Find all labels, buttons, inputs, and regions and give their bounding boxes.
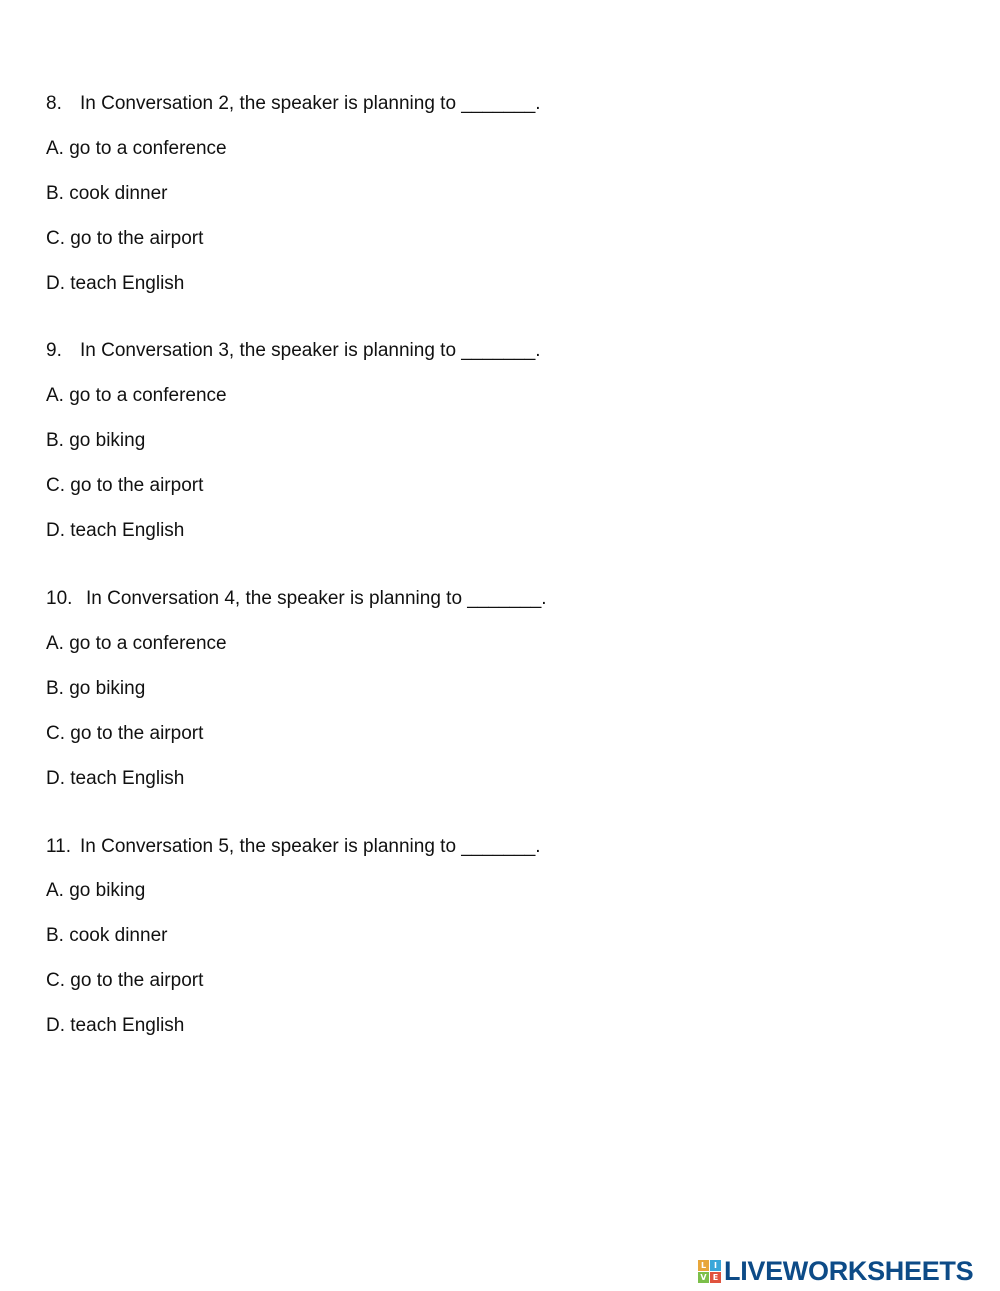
option-11c: C. go to the airport — [46, 970, 204, 991]
option-9c: C. go to the airport — [46, 475, 204, 496]
logo-tile: E — [710, 1272, 721, 1283]
question-number: 11. — [46, 836, 72, 857]
option-9a: A. go to a conference — [46, 385, 227, 406]
logo-tile: I — [710, 1260, 721, 1271]
question-text: In Conversation 2, the speaker is planning to _______. — [80, 93, 541, 114]
logo-tile: V — [698, 1272, 709, 1283]
liveworksheets-logo — [698, 1255, 974, 1286]
question-11 — [46, 835, 541, 859]
question-8 — [46, 92, 541, 116]
logo-tile: L — [698, 1260, 709, 1271]
question-9 — [46, 339, 541, 363]
option-9b: B. go biking — [46, 430, 146, 451]
option-8d: D. teach English — [46, 273, 185, 294]
logo-text: LIVEWORKSHEETS — [724, 1255, 974, 1286]
option-10a: A. go to a conference — [46, 633, 227, 654]
option-11a: A. go biking — [46, 880, 146, 901]
question-number: 9. — [46, 340, 62, 361]
question-number: 8. — [46, 93, 62, 114]
logo-tiles-icon — [698, 1260, 721, 1283]
option-8b: B. cook dinner — [46, 183, 168, 204]
question-number: 10. — [46, 588, 73, 609]
option-8c: C. go to the airport — [46, 228, 204, 249]
option-11b: B. cook dinner — [46, 925, 168, 946]
question-10 — [46, 587, 547, 611]
option-10b: B. go biking — [46, 678, 146, 699]
option-8a: A. go to a conference — [46, 138, 227, 159]
option-10d: D. teach English — [46, 768, 185, 789]
option-10c: C. go to the airport — [46, 723, 204, 744]
question-text: In Conversation 3, the speaker is planning to _______. — [80, 340, 541, 361]
question-text: In Conversation 5, the speaker is planning to _______. — [80, 836, 541, 857]
option-11d: D. teach English — [46, 1015, 185, 1036]
option-9d: D. teach English — [46, 520, 185, 541]
question-text: In Conversation 4, the speaker is planning to _______. — [86, 588, 547, 609]
